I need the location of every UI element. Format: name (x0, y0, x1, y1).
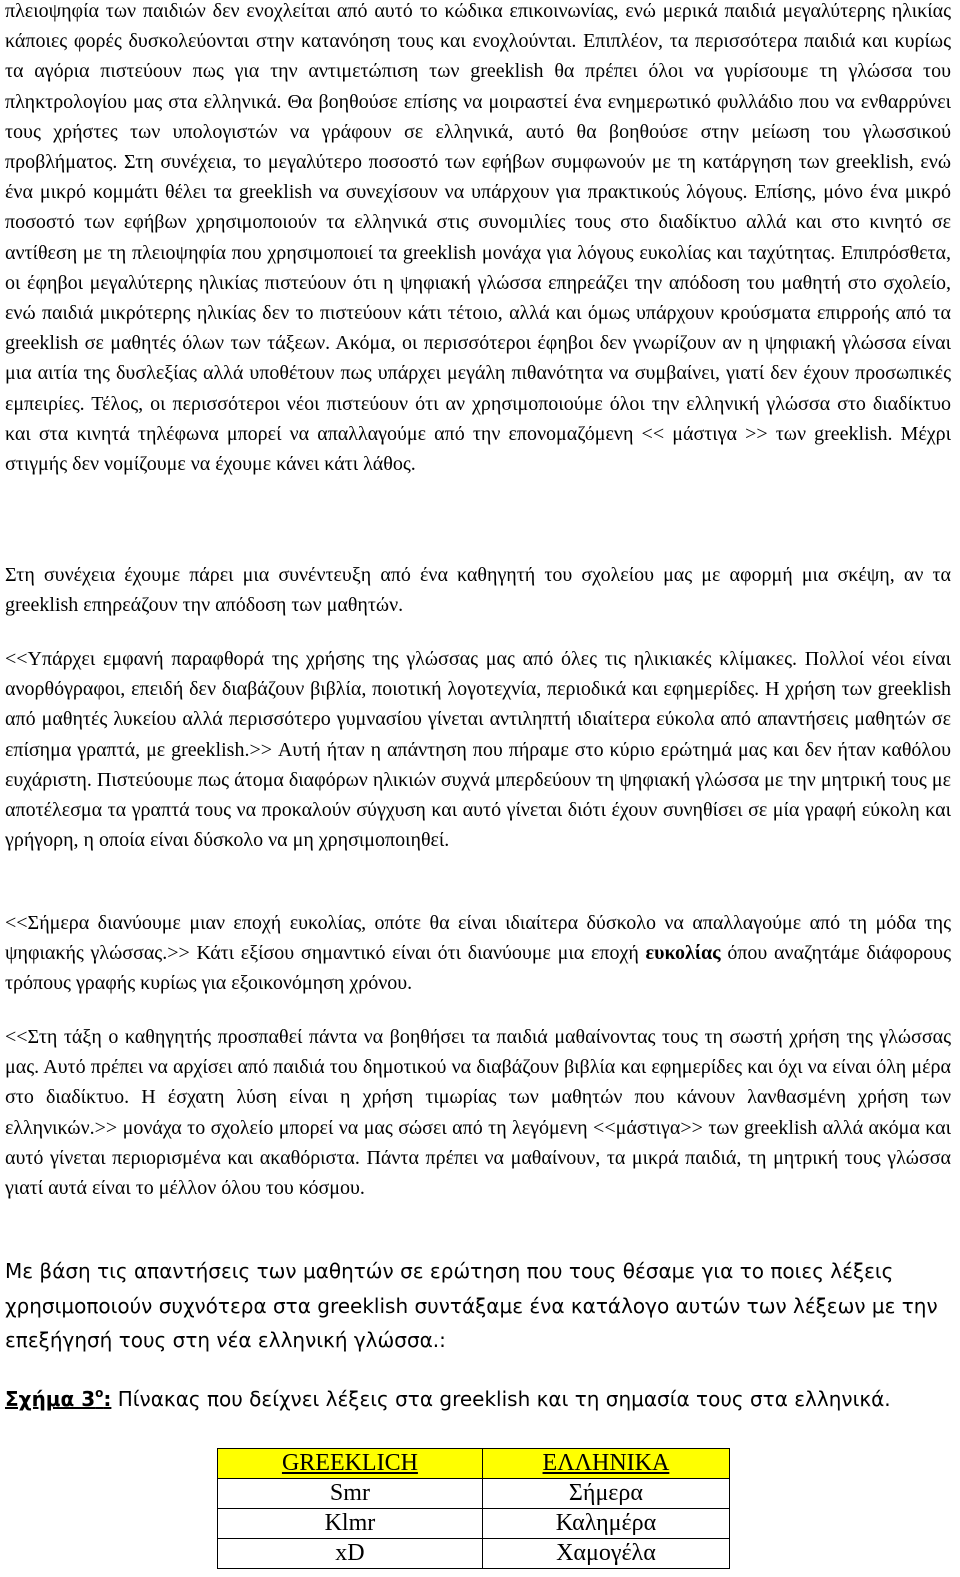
paragraph-interview-answer: <<Υπάρχει εμφανή παραφθορά της χρήσης της γλώσσας μας από όλες τις ηλικιακές κλίμακες. Πολλοί νέοι είναι ανορθόγραφοι, επειδή δεν διαβάζουν βιβλία, ποιοτική λογοτεχνία, περιοδικά και εφημερίδες. Η χρήση των greeklish από μαθητές λυκείου αλλά περισσότερο γυμνασίου γίνεται αντιληπτή ιδιαίτερα εύκολα από απαντήσεις μαθητών σε επίσημα γραπτά, με greeklish.>> Αυτή ήταν η απάντηση που πήραμε στο κύριο ερώτημά μας και δεν ήταν καθόλου ευχάριστη. Πιστεύουμε πως άτομα διαφόρων ηλικιών συχνά μπερδεύουν τη ψηφιακή γλώσσα με την μητρική τους με αποτέλεσμα τα γραπτά τους να προκαλούν σύγχυση και αυτό γίνεται διότι έχουν συνηθίσει σε μία γραφή εύκολη και γρήγορη, η οποία είναι δύσκολο να μη χρησιμοποιηθεί. (5, 648, 951, 852)
table-row (218, 1539, 730, 1569)
figure-label-superscript: ο (95, 1386, 104, 1400)
paragraph-era-of-ease (5, 908, 951, 999)
figure-caption (5, 1384, 951, 1414)
figure-label: Σχήμα $3^o$: (5, 1386, 112, 1411)
paragraph-classroom: <<Στη τάξη ο καθηγητής προσπαθεί πάντα να βοηθήσει τα παιδιά μαθαίνοντας τους τη σωστή χρήση της γλώσσας μας. Αυτό πρέπει να αρχίσει από παιδιά του δημοτικού να διαβάζουν βιβλία και εφημερίδες και όχι να είναι όλη μέρα στο διαδίκτυο. Η έσχατη λύση είναι η χρήση τιμωρίας των μαθητών που κάνουν λανθασμένη χρήση των ελληνικών.>> μονάχα το σχολείο μπορεί να μας σώσει από τη λεγόμενη <<μάστιγα>> των greeklish αλλά ακόμα και αυτό γίνεται περιορισμένα και ακαθόριστα. Πάντα πρέπει να μαθαίνουν, τα μικρά παιδιά, τη μητρική τους γλώσσα γιατί αυτά είναι το μέλλον όλου του κόσμου. (5, 1026, 951, 1200)
table-row (218, 1479, 730, 1509)
table-cell-greeklish: Klmr (218, 1509, 483, 1539)
paragraph-era-text-start: <<Σήμερα διανύουμε μιαν εποχή ευκολίας, οπότε θα είναι ιδιαίτερα δύσκολο να απαλλαγούμε από τη μόδα της ψηφιακής γλώσσας.>> Κάτι εξίσου σημαντικό είναι ότι διανύουμε μια εποχή (5, 912, 951, 965)
table-header-greek: ΕΛΛΗΝΙΚΑ (482, 1449, 729, 1479)
table-cell-greek: Καλημέρα (482, 1509, 729, 1539)
paragraph-interview-intro: Στη συνέχεια έχουμε πάρει μια συνέντευξη από ένα καθηγητή του σχολείου μας με αφορμή μια σκέψη, αν τα greeklish επηρεάζουν την απόδοση των μαθητών. (5, 564, 951, 617)
bold-word-ease: ευκολίας (645, 942, 721, 965)
table-cell-greeklish: Smr (218, 1479, 483, 1509)
table-header-row (218, 1449, 730, 1479)
table-cell-greek: Σήμερα (482, 1479, 729, 1509)
greeklish-word-table (217, 1448, 730, 1569)
table-header-greeklish: GREEKLICH (218, 1449, 483, 1479)
paragraph-survey-results: πλειοψηφία των παιδιών δεν ενοχλείται από αυτό το κώδικα επικοινωνίας, ενώ μερικά παιδιά μεγαλύτερης ηλικίας κάποιες φορές δυσκολεύονται στην κατανόηση τους και ενοχλούνται. Επιπλέον, τα περισσότερα παιδιά και κυρίως τα αγόρια πιστεύουν πως για την αντιμετώπιση των greeklish θα πρέπει όλοι να γυρίσουμε τη γλώσσα του πληκτρολογίου μας στα ελληνικά. Θα βοηθούσε επίσης να μοιραστεί ένα ενημερωτικό φυλλάδιο που να ενθαρρύνει τους χρήστες των υπολογιστών να γράφουν σε ελληνικά, αυτό θα βοηθούσε στην μείωση του γλωσσικού προβλήματος. Στη συνέχεια, το μεγαλύτερο ποσοστό των εφήβων συμφωνούν με τη κατάργηση των greeklish, ενώ ένα μικρό κομμάτι θέλει τα greeklish να συνεχίσουν να υπάρχουν για πρακτικούς λόγους. Επίσης, μόνο ένα μικρό ποσοστό των εφήβων χρησιμοποιούν τα ελληνικά στις συνομιλίες τους στο διαδίκτυο αλλά και στο κινητό σε αντίθεση με τη πλειοψηφία που χρησιμοποιεί τα greeklish μονάχα για λόγους ευκολίας και ταχύτητας. Επιπρόσθετα, οι έφηβοι μεγαλύτερης ηλικίας πιστεύουν ότι η ψηφιακή γλώσσα επηρεάζει την απόδοση του μαθητή στο σχολείο, ενώ παιδιά μικρότερης ηλικίας δεν το πιστεύουν κάτι τέτοιο, αλλά και όμως υπάρχουν κρούσματα επιρροής από τα greeklish σε μαθητές όλων των τάξεων. Ακόμα, οι περισσότεροι έφηβοι δεν γνωρίζουν αν η ψηφιακή γλώσσα είναι μια αιτία της δυσλεξίας αλλά υποθέτουν πως υπάρχει μεγάλη πιθανότητα να συμβαίνει, γιατί δεν έχουν προσωπικές εμπειρίες. Τέλος, οι περισσότεροι νέοι πιστεύουν ότι αν χρησιμοποιούμε όλοι την ελληνική γλώσσα στο διαδίκτυο και στα κινητά τηλέφωνα μπορεί να απαλλαγούμε από την επονομαζόμενη << μάστιγα >> των greeklish. Μέχρι στιγμής δεν νομίζουμε να έχουμε κάνει κάτι λάθος. (5, 0, 951, 476)
table-cell-greeklish: xD (218, 1539, 483, 1569)
table-cell-greek: Χαμογέλα (482, 1539, 729, 1569)
figure-caption-text: Πίνακας που δείχνει λέξεις στα greeklish και τη σημασία τους στα ελληνικά. (111, 1387, 891, 1411)
paragraph-word-list-intro: Με βάση τις απαντήσεις των μαθητών σε ερώτηση που τους θέσαμε για το ποιες λέξεις χρησιμοποιούν συχνότερα στα greeklish συντάξαμε ένα κατάλογο αυτών των λέξεων με την επεξήγησή τους στη νέα ελληνική γλώσσα.: (5, 1259, 938, 1352)
paragraph-era-text-end: όπου αναζητάμε διάφορους τρόπους γραφής κυρίως για εξοικονόμηση χρόνου. (5, 942, 951, 995)
table-row (218, 1509, 730, 1539)
